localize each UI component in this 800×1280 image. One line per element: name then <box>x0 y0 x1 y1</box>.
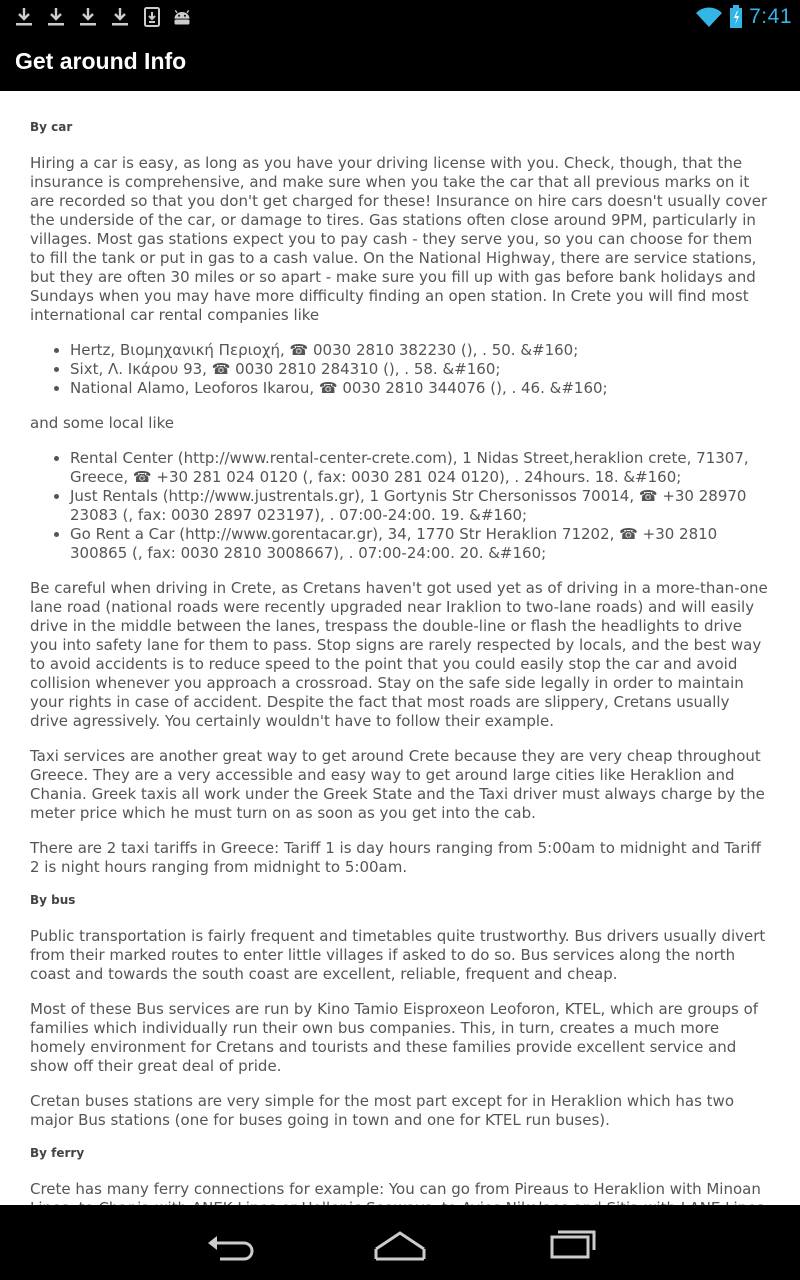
page-title: Get around Info <box>15 48 187 74</box>
clock: 7:41 <box>749 4 792 28</box>
list-item: • Sixt, Λ. Ικάρου 93, ☎ 0030 2810 284310 (), . 58. &#160; <box>70 360 772 379</box>
section-heading-by-ferry: By ferry <box>30 1146 85 1160</box>
list-item: • Hertz, Βιομηχανική Περιοχή, ☎ 0030 2810 382230 (), . 50. &#160; <box>70 341 772 360</box>
list-item: • Go Rent a Car (http://www.gorentacar.gr), 34, 1770 Str Heraklion 71202, ☎ +30 2810 300865 (, fax: 0030 2810 3008667), . 07:00-24:00. 20. &#160; <box>70 525 772 563</box>
wifi-icon <box>695 6 723 28</box>
sd-download-icon <box>142 6 162 28</box>
paragraph-bus-ktel: Most of these Bus services are run by Kino Tamio Eisproxeon Leoforon, KTEL, which are groups of families which individually run their own bus companies. This, in turn, creates a much more homely environment for Cretans and tourists and these families provide excellent service and show off their great deal of pride. <box>30 1000 759 1075</box>
paragraph-local-intro: and some local like <box>30 414 175 432</box>
download-icon <box>46 6 66 28</box>
back-button[interactable] <box>200 1223 260 1263</box>
content-scroll-area[interactable] <box>0 91 800 1205</box>
paragraph-careful-driving: Be careful when driving in Crete, as Cretans haven't got used yet as of driving in a more-than-one lane road (national roads were recently upgraded near Iraklion to two-lane roads) and will easily drive in the middle between the lanes, trespass the double-line or flash the headlights to drive you into safety lane for them to pass. Stop signs are rarely respected by locals, and the best way to avoid accidents is to reduce speed to the point that you could easily stop the car and avoid collision whenever you approach a crossroad. Stay on the safe side legally in order to maintain your rights in case of accident. Despite the fact that most roads are slippery, Cretans usually drive agressively. You certainly wouldn't have to follow their example. <box>30 579 768 730</box>
paragraph-ferry: Crete has many ferry connections for example: You can go from Pireaus to Heraklion with Minoan <box>30 1180 761 1198</box>
article <box>0 91 800 1256</box>
android-icon <box>172 6 196 28</box>
section-heading-by-car: By car <box>30 120 73 134</box>
home-icon <box>370 1223 430 1263</box>
download-icon <box>78 6 98 28</box>
download-icon <box>14 6 34 28</box>
section-heading-by-bus: By bus <box>30 893 76 907</box>
home-button[interactable] <box>370 1223 430 1263</box>
recent-apps-icon <box>540 1223 600 1263</box>
list-item: • National Alamo, Leoforos Ikarou, ☎ 0030 2810 344076 (), . 46. &#160; <box>70 379 772 398</box>
status-bar <box>0 0 800 33</box>
navigation-bar <box>0 1205 800 1280</box>
paragraph-car-intro: Hiring a car is easy, as long as you have your driving license with you. Check, though, that the insurance is comprehensive, and make sure when you take the car that all previous marks on it are recorded so that you don't get charged for these! Insurance on hire cars doesn't usually cover the underside of the car, or damage to tires. Gas stations often close around 9PM, particularly in villages. Most gas stations expect you to pay cash - they serve you, so you can choose for them to fill the tank or put in gas to a cash value. On the National Highway, there are service stations, but they are often 30 miles or so apart - make sure you fill up with gas before bank holidays and Sundays when you may have more difficulty finding an open station. In Crete you will find most international car rental companies like <box>30 154 768 324</box>
paragraph-bus-public: Public transportation is fairly frequent and timetables quite trustworthy. Bus drivers usually divert from their marked routes to enter little villages if asked to do so. Bus services along the north coast and towards the south coast are excellent, reliable, frequent and cheap. <box>30 927 766 983</box>
list-item: • Just Rentals (http://www.justrentals.gr), 1 Gortynis Str Chersonissos 70014, ☎ +30 28970 23083 (, fax: 0030 2897 023197), . 07:00-24:00. 19. &#160; <box>70 487 772 525</box>
paragraph-taxi-services: Taxi services are another great way to get around Crete because they are very cheap throughout Greece. They are a very accessible and easy way to get around large cities like Heraklion and Chania. Greek taxis all work under the Greek State and the Taxi driver must always charge by the meter price which he must turn on as soon as you get into the cab. <box>30 747 765 822</box>
local-rentals-list <box>30 449 772 563</box>
action-bar <box>0 33 750 91</box>
download-icon <box>110 6 130 28</box>
paragraph-bus-stations: Cretan buses stations are very simple for the most part except for in Heraklion which has two major Bus stations (one for buses going in town and one for KTEL run buses). <box>30 1092 735 1129</box>
list-item: • Rental Center (http://www.rental-center-crete.com), 1 Nidas Street,heraklion crete, 71307, Greece, ☎ +30 281 024 0120 (, fax: 0030 281 024 0120), . 24hours. 18. &#160; <box>70 449 772 487</box>
international-rentals-list <box>30 341 772 398</box>
battery-icon <box>729 5 743 29</box>
paragraph-taxi-tariffs: There are 2 taxi tariffs in Greece: Tariff 1 is day hours ranging from 5:00am to midnight and Tariff 2 is night hours ranging from midnight to 5:00am. <box>30 839 761 876</box>
back-icon <box>200 1223 260 1263</box>
recent-apps-button[interactable] <box>540 1223 600 1263</box>
